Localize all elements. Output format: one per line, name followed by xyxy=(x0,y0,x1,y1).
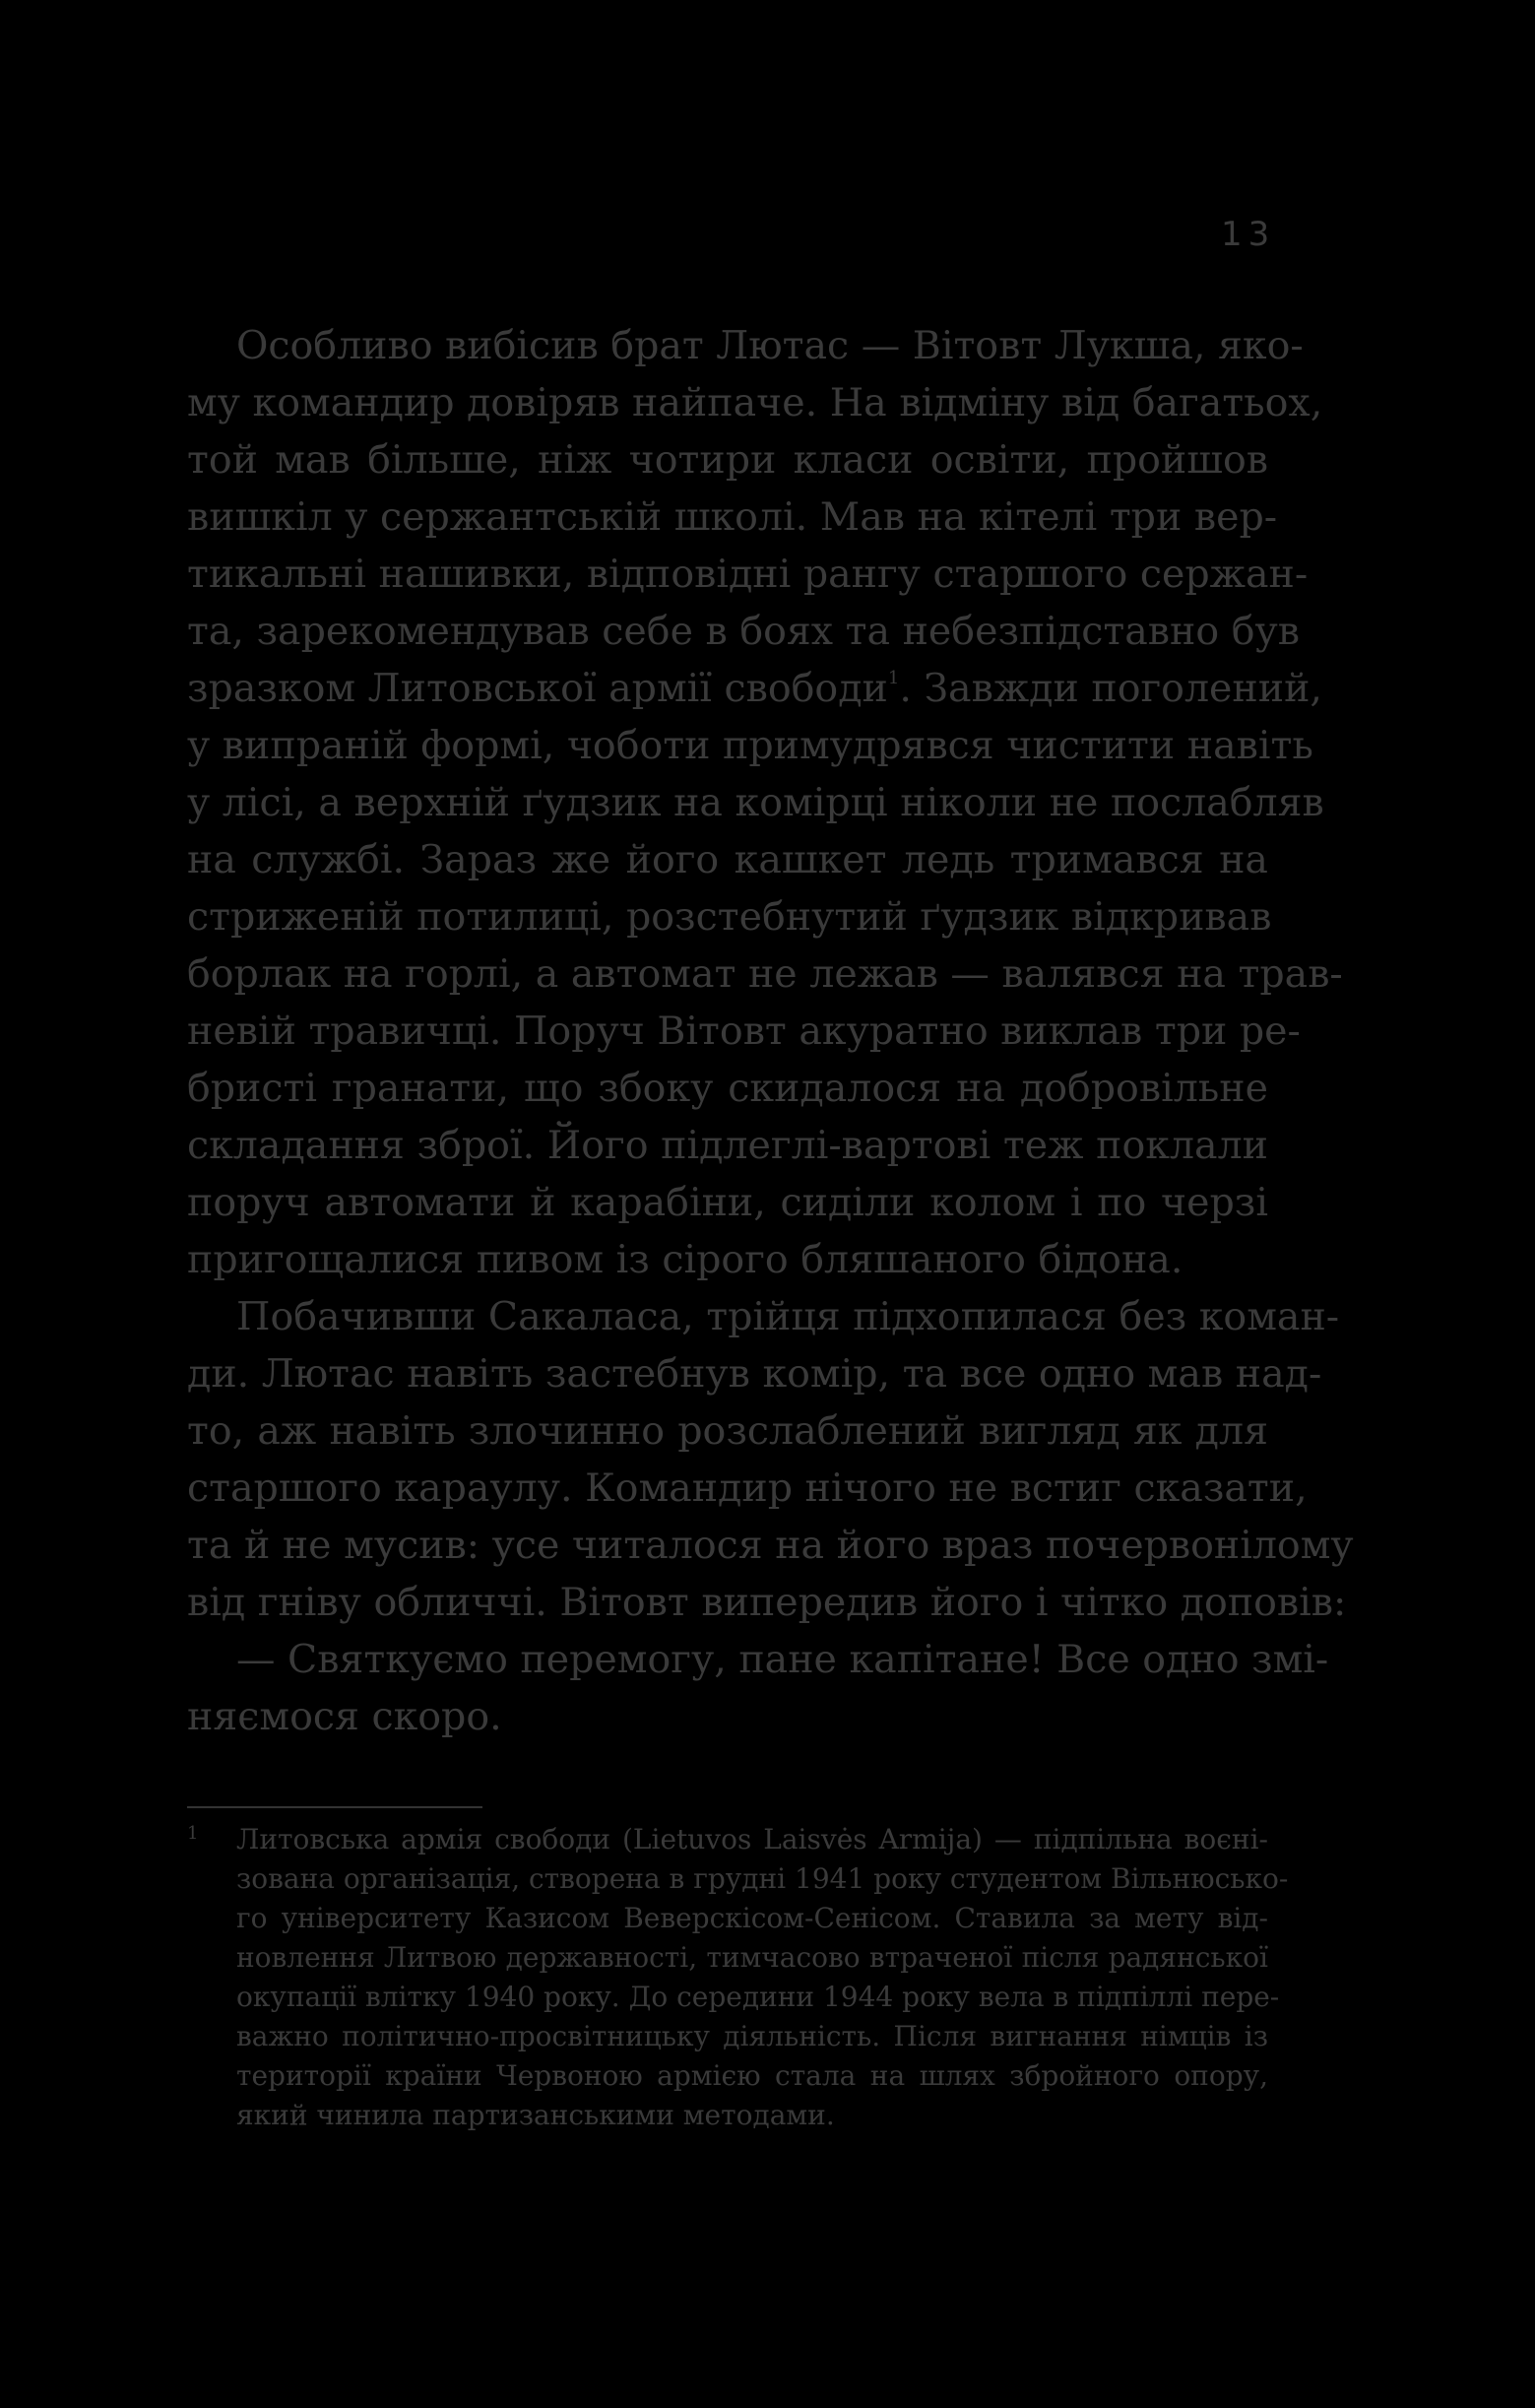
text-line xyxy=(187,717,1313,774)
text-line-content: на службі. Зараз же його кашкет ледь тримався на xyxy=(187,837,1268,882)
text-line-content: бристі гранати, що збоку скидалося на добровільне xyxy=(187,1066,1268,1111)
text-line xyxy=(187,1345,1322,1402)
body-text xyxy=(187,317,1354,1745)
text-line-content: у випраній формі, чоботи примудрявся чистити навіть xyxy=(187,723,1313,768)
text-line-content: то, аж навіть злочинно розслаблений вигляд як для xyxy=(187,1408,1268,1454)
text-line xyxy=(187,603,1300,660)
footnote-divider xyxy=(187,1806,482,1808)
text-line-content: стриженій потилиці, розстебнутий ґудзик відкривав xyxy=(187,894,1272,940)
footnote-line: зована організація, створена в грудні 1941 року студентом Вільнюсько- xyxy=(236,1862,1289,1895)
text-line-content: няємося скоро. xyxy=(187,1694,502,1739)
text-line xyxy=(187,1574,1347,1631)
text-line-content: пригощалися пивом із сірого бляшаного бідона. xyxy=(187,1237,1183,1282)
text-line-content: Особливо вибісив брат Лютас — Вітовт Лукша, яко- xyxy=(236,323,1304,368)
text-line-content: складання зброї. Його підлеглі-вартові теж поклали xyxy=(187,1123,1268,1168)
text-line xyxy=(187,1231,1268,1288)
text-line xyxy=(187,660,1322,717)
text-line-content: зразком Литовської армії свободи xyxy=(187,666,888,711)
text-line-content: поруч автомати й карабіни, сиділи колом і по черзі xyxy=(187,1180,1268,1225)
text-line-content: той мав більше, ніж чотири класи освіти, пройшов xyxy=(187,437,1268,483)
text-line xyxy=(187,546,1309,603)
text-line-content: борлак на горлі, а автомат не лежав — валявся на трав- xyxy=(187,951,1343,997)
text-line xyxy=(187,1060,1268,1117)
page-number: 13 xyxy=(1221,215,1276,254)
text-line xyxy=(187,888,1272,945)
text-line xyxy=(187,945,1343,1003)
footnote-line: го університету Казисом Веверскісом-Сенісом. Ставила за мету від- xyxy=(236,1902,1268,1934)
text-line xyxy=(187,774,1324,831)
footnote-line: території країни Червоною армією стала на шлях збройного опору, xyxy=(236,2059,1268,2092)
text-line-content: — Святкуємо перемогу, пане капітане! Все одно змі- xyxy=(236,1637,1329,1682)
text-line xyxy=(187,317,1304,374)
text-line-content: ди. Лютас навіть застебнув комір, та все одно мав над- xyxy=(187,1351,1322,1397)
text-line-content: та й не мусив: усе читалося на його враз почервонілому xyxy=(187,1523,1354,1568)
text-line xyxy=(187,1003,1301,1060)
text-line xyxy=(187,831,1268,888)
text-line-content: вишкіл у сержантській школі. Мав на кітелі три вер- xyxy=(187,494,1278,540)
text-line xyxy=(187,1517,1354,1574)
text-line xyxy=(187,1117,1268,1174)
text-line-content: тикальні нашивки, відповідні рангу старшого сержан- xyxy=(187,552,1309,597)
text-line xyxy=(187,374,1323,431)
text-line-content: невій травичці. Поруч Вітовт акуратно виклав три ре- xyxy=(187,1009,1301,1054)
text-line xyxy=(187,488,1278,546)
text-line-tail: . Завжди поголений, xyxy=(899,666,1322,711)
text-line-content: му командир довіряв найпаче. На відміну від багатьох, xyxy=(187,380,1323,425)
text-line xyxy=(187,1631,1329,1688)
text-line-content: та, зарекомендував себе в боях та небезпідставно був xyxy=(187,609,1300,654)
footnote-line: який чинила партизанськими методами. xyxy=(236,2099,835,2131)
footnote-marker: 1 xyxy=(187,1823,199,1844)
text-line-content: у лісі, а верхній ґудзик на комірці ніколи не послабляв xyxy=(187,780,1324,825)
footnote xyxy=(187,1820,1289,2135)
footnote-line: важно політично-просвітницьку діяльність. Після вигнання німців із xyxy=(236,2020,1268,2052)
footnote-line: Литовська армія свободи (Lietuvos Laisvės Armija) — підпільна воєні- xyxy=(236,1823,1268,1855)
text-line-content: від гніву обличчі. Вітовт випередив його і чітко доповів: xyxy=(187,1580,1347,1625)
text-line-content: Побачивши Сакаласа, трійця підхопилася без коман- xyxy=(236,1294,1340,1339)
footnote-line: новлення Литвою державності, тимчасово втраченої після радянської xyxy=(236,1941,1268,1974)
footnote-line: окупації влітку 1940 року. До середини 1944 року вела в підпіллі пере- xyxy=(236,1981,1280,2013)
text-line xyxy=(187,1688,1268,1745)
text-line xyxy=(187,431,1268,488)
text-line xyxy=(187,1288,1340,1345)
text-line xyxy=(187,1174,1268,1231)
text-line-content: старшого караулу. Командир нічого не встиг сказати, xyxy=(187,1465,1308,1511)
footnote-text xyxy=(187,1820,1289,2135)
text-line xyxy=(187,1402,1268,1460)
footnote-reference: 1 xyxy=(887,668,900,688)
text-line xyxy=(187,1460,1308,1517)
